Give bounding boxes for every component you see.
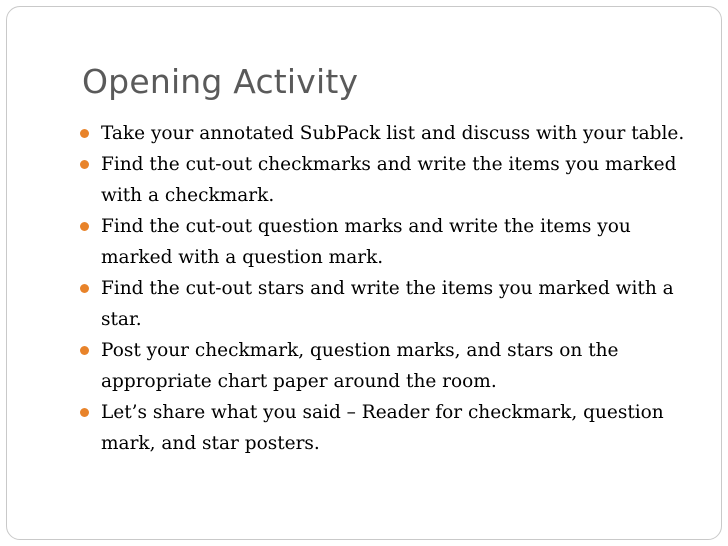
bullet-dot-icon (80, 408, 89, 417)
bullet-text: Find the cut-out question marks and write the items you marked with a question mark. (101, 216, 631, 268)
bullet-dot-icon (80, 129, 89, 138)
bullet-dot-icon (80, 222, 89, 231)
bullet-item-3 (78, 211, 690, 273)
bullet-dot-icon (80, 160, 89, 169)
bullet-item-5 (78, 335, 690, 397)
bullet-item-6 (78, 397, 690, 459)
bullet-dot-icon (80, 346, 89, 355)
bullet-item-1 (78, 118, 690, 149)
slide-title: Opening Activity (82, 62, 359, 101)
bullet-list (78, 118, 690, 459)
bullet-dot-icon (80, 284, 89, 293)
bullet-text: Post your checkmark, question marks, and stars on the appropriate chart paper around the room. (101, 340, 619, 392)
bullet-text: Find the cut-out stars and write the items you marked with a star. (101, 278, 674, 330)
bullet-text: Take your annotated SubPack list and discuss with your table. (101, 123, 685, 144)
bullet-text: Find the cut-out checkmarks and write the items you marked with a checkmark. (101, 154, 677, 206)
bullet-text: Let’s share what you said – Reader for checkmark, question mark, and star posters. (101, 402, 664, 454)
bullet-item-4 (78, 273, 690, 335)
bullet-item-2 (78, 149, 690, 211)
